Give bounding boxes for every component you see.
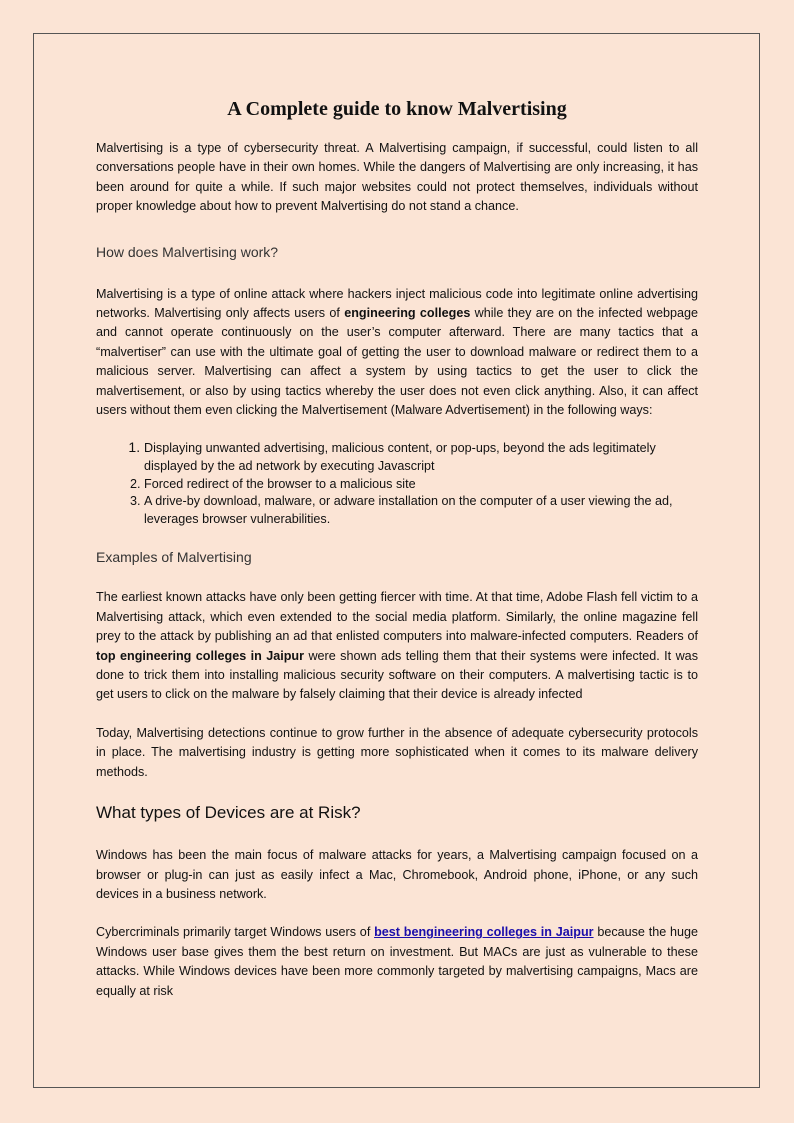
list-item: 1. Displaying unwanted advertising, malicious content, or pop-ups, beyond the ads legitimately displayed by the ad network by executing Javascript (144, 439, 698, 475)
document-body (96, 96, 698, 1001)
section3-paragraph-1: Windows has been the main focus of malware attacks for years, a Malvertising campaign focused on a browser or plug-in can just as easily infect a Mac, Chromebook, Android phone, iPhone, or any such devices in a business network. (96, 848, 698, 901)
ways-list (96, 439, 698, 528)
page-title: A Complete guide to know Malvertising (227, 98, 567, 120)
section2-paragraph-1: The earliest known attacks have only been getting fiercer with time. At that time, Adobe Flash fell victim to a Malvertising attack, which even extended to the social media platform. Similarly, the online magazine fell prey to the attack by publishing an ad that enlisted computers into malware-infected computers. Readers of top engineering colleges in Jaipur were shown ads telling them that their systems were infected. It was done to trick them into installing malicious security software on their computers. A malvertising tactic is to get users to click on the malware by falsely claiming that their device is already infected (96, 590, 698, 702)
best-engineering-colleges-link[interactable]: best bengineering colleges in Jaipur (374, 925, 594, 940)
intro-paragraph: Malvertising is a type of cybersecurity threat. A Malvertising campaign, if successful, could listen to all conversations people have in their own homes. While the dangers of Malvertising are only increasing, it has been around for quite a while. If such major websites could not protect themselves, individuals without proper knowledge about how to prevent Malvertising do not stand a chance. (96, 141, 698, 214)
keyword-engineering-colleges: engineering colleges (344, 306, 471, 321)
section-heading-how-it-works: How does Malvertising work? (96, 243, 279, 260)
keyword-top-engineering-colleges: top engineering colleges in Jaipur (96, 648, 305, 663)
section2-paragraph-2: Today, Malvertising detections continue to grow further in the absence of adequate cybersecurity protocols in place. The malvertising industry is getting more sophisticated when it comes to its malware delivery methods. (96, 725, 698, 779)
list-item: 2. Forced redirect of the browser to a malicious site (144, 476, 698, 494)
section-heading-devices: What types of Devices are at Risk? (96, 803, 361, 823)
section1-paragraph: Malvertising is a type of online attack where hackers inject malicious code into legitimate online advertising networks. Malvertising only affects users of engineering colleges while they are on the infected webpage and cannot operate continuously on the user’s computer afterward. There are many tactics that a “malvertiser” can use with the ultimate goal of getting the user to download malware or redirect them to a malicious server. Malvertising can affect a system by using tactics to get the user to click the malvertisement, or also by using tactics whereby the user does not even click anything. Also, it can affect users without them even clicking the Malvertisement (Malware Advertisement) in the following ways: (96, 286, 698, 418)
section3-paragraph-2: Cybercriminals primarily target Windows users of best bengineering colleges in Jaipur because the huge Windows user base gives them the best return on investment. But MACs are just as vulnerable to these attacks. While Windows devices have been more commonly targeted by malvertising campaigns, Macs are equally at risk (96, 925, 699, 998)
list-item: 3. A drive-by download, malware, or adware installation on the computer of a user viewing the ad, leverages browser vulnerabilities. (144, 493, 698, 528)
section-heading-examples: Examples of Malvertising (96, 549, 252, 566)
